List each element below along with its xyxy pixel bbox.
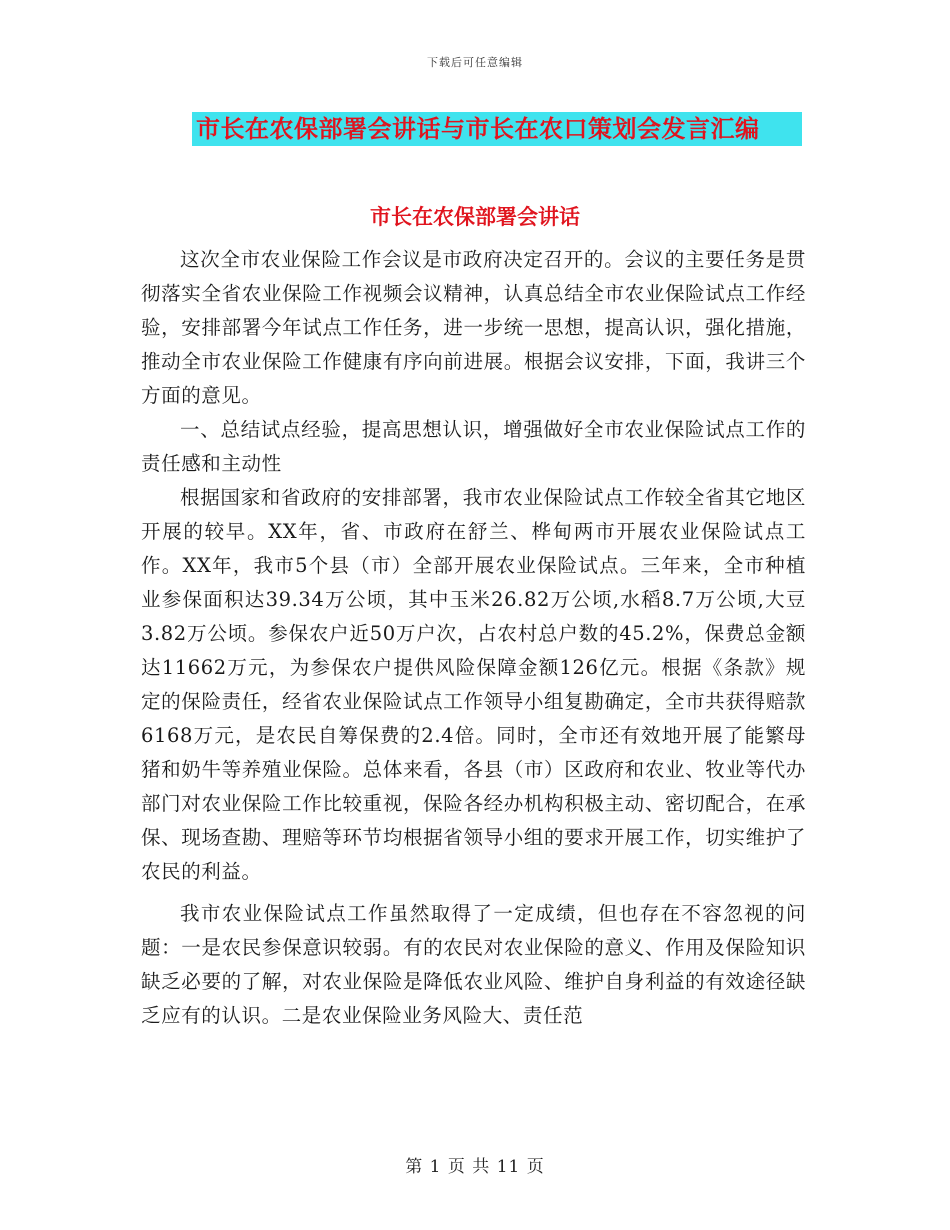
paragraph-problems: 我市农业保险试点工作虽然取得了一定成绩，但也存在不容忽视的问题：一是农民参保意识较弱。有的农民对农业保险的意义、作用及保险知识缺乏必要的了解，对农业保险是降低农业风险、维护自身利益的有效途径缺乏应有的认识。二是农业保险业务风险大、责任范	[141, 902, 806, 1027]
page-header-note: 下载后可任意编辑	[427, 56, 523, 69]
document-title: 市长在农保部署会讲话与市长在农口策划会发言汇编	[192, 112, 802, 146]
paragraph-heading-one: 一、总结试点经验，提高思想认识，增强做好全市农业保险试点工作的责任感和主动性	[141, 418, 806, 475]
paragraph-achievements: 根据国家和省政府的安排部署，我市农业保险试点工作较全省其它地区开展的较早。XX年，省、市政府在舒兰、桦甸两市开展农业保险试点工作。XX年，我市5个县（市）全部开展农业保险试点。三年来，全市种植业参保面积达39.34万公顷，其中玉米26.82万公顷,水稻8.7万公顷,大豆3.82万公顷。参保农户近50万户次，占农村总户数的45.2%，保费总金额达11662万元，为参保农户提供风险保障金额126亿元。根据《条款》规定的保险责任，经省农业保险试点工作领导小组复勘确定，全市共获得赔款6168万元，是农民自筹保费的2.4倍。同时，全市还有效地开展了能繁母猪和奶牛等养殖业保险。总体来看，各县（市）区政府和农业、牧业等代办部门对农业保险工作比较重视，保险各经办机构积极主动、密切配合，在承保、现场查勘、理赔等环节均根据省领导小组的要求开展工作，切实维护了农民的利益。	[141, 486, 806, 883]
paragraph-intro: 这次全市农业保险工作会议是市政府决定召开的。会议的主要任务是贯彻落实全省农业保险工作视频会议精神，认真总结全市农业保险试点工作经验，安排部署今年试点工作任务，进一步统一思想，提高认识，强化措施，推动全市农业保险工作健康有序向前进展。根据会议安排，下面，我讲三个方面的意见。	[141, 248, 806, 407]
document-body	[141, 243, 806, 1033]
page-number-footer: 第 1 页 共 11 页	[405, 1157, 545, 1177]
section-title: 市长在农保部署会讲话	[370, 205, 580, 229]
